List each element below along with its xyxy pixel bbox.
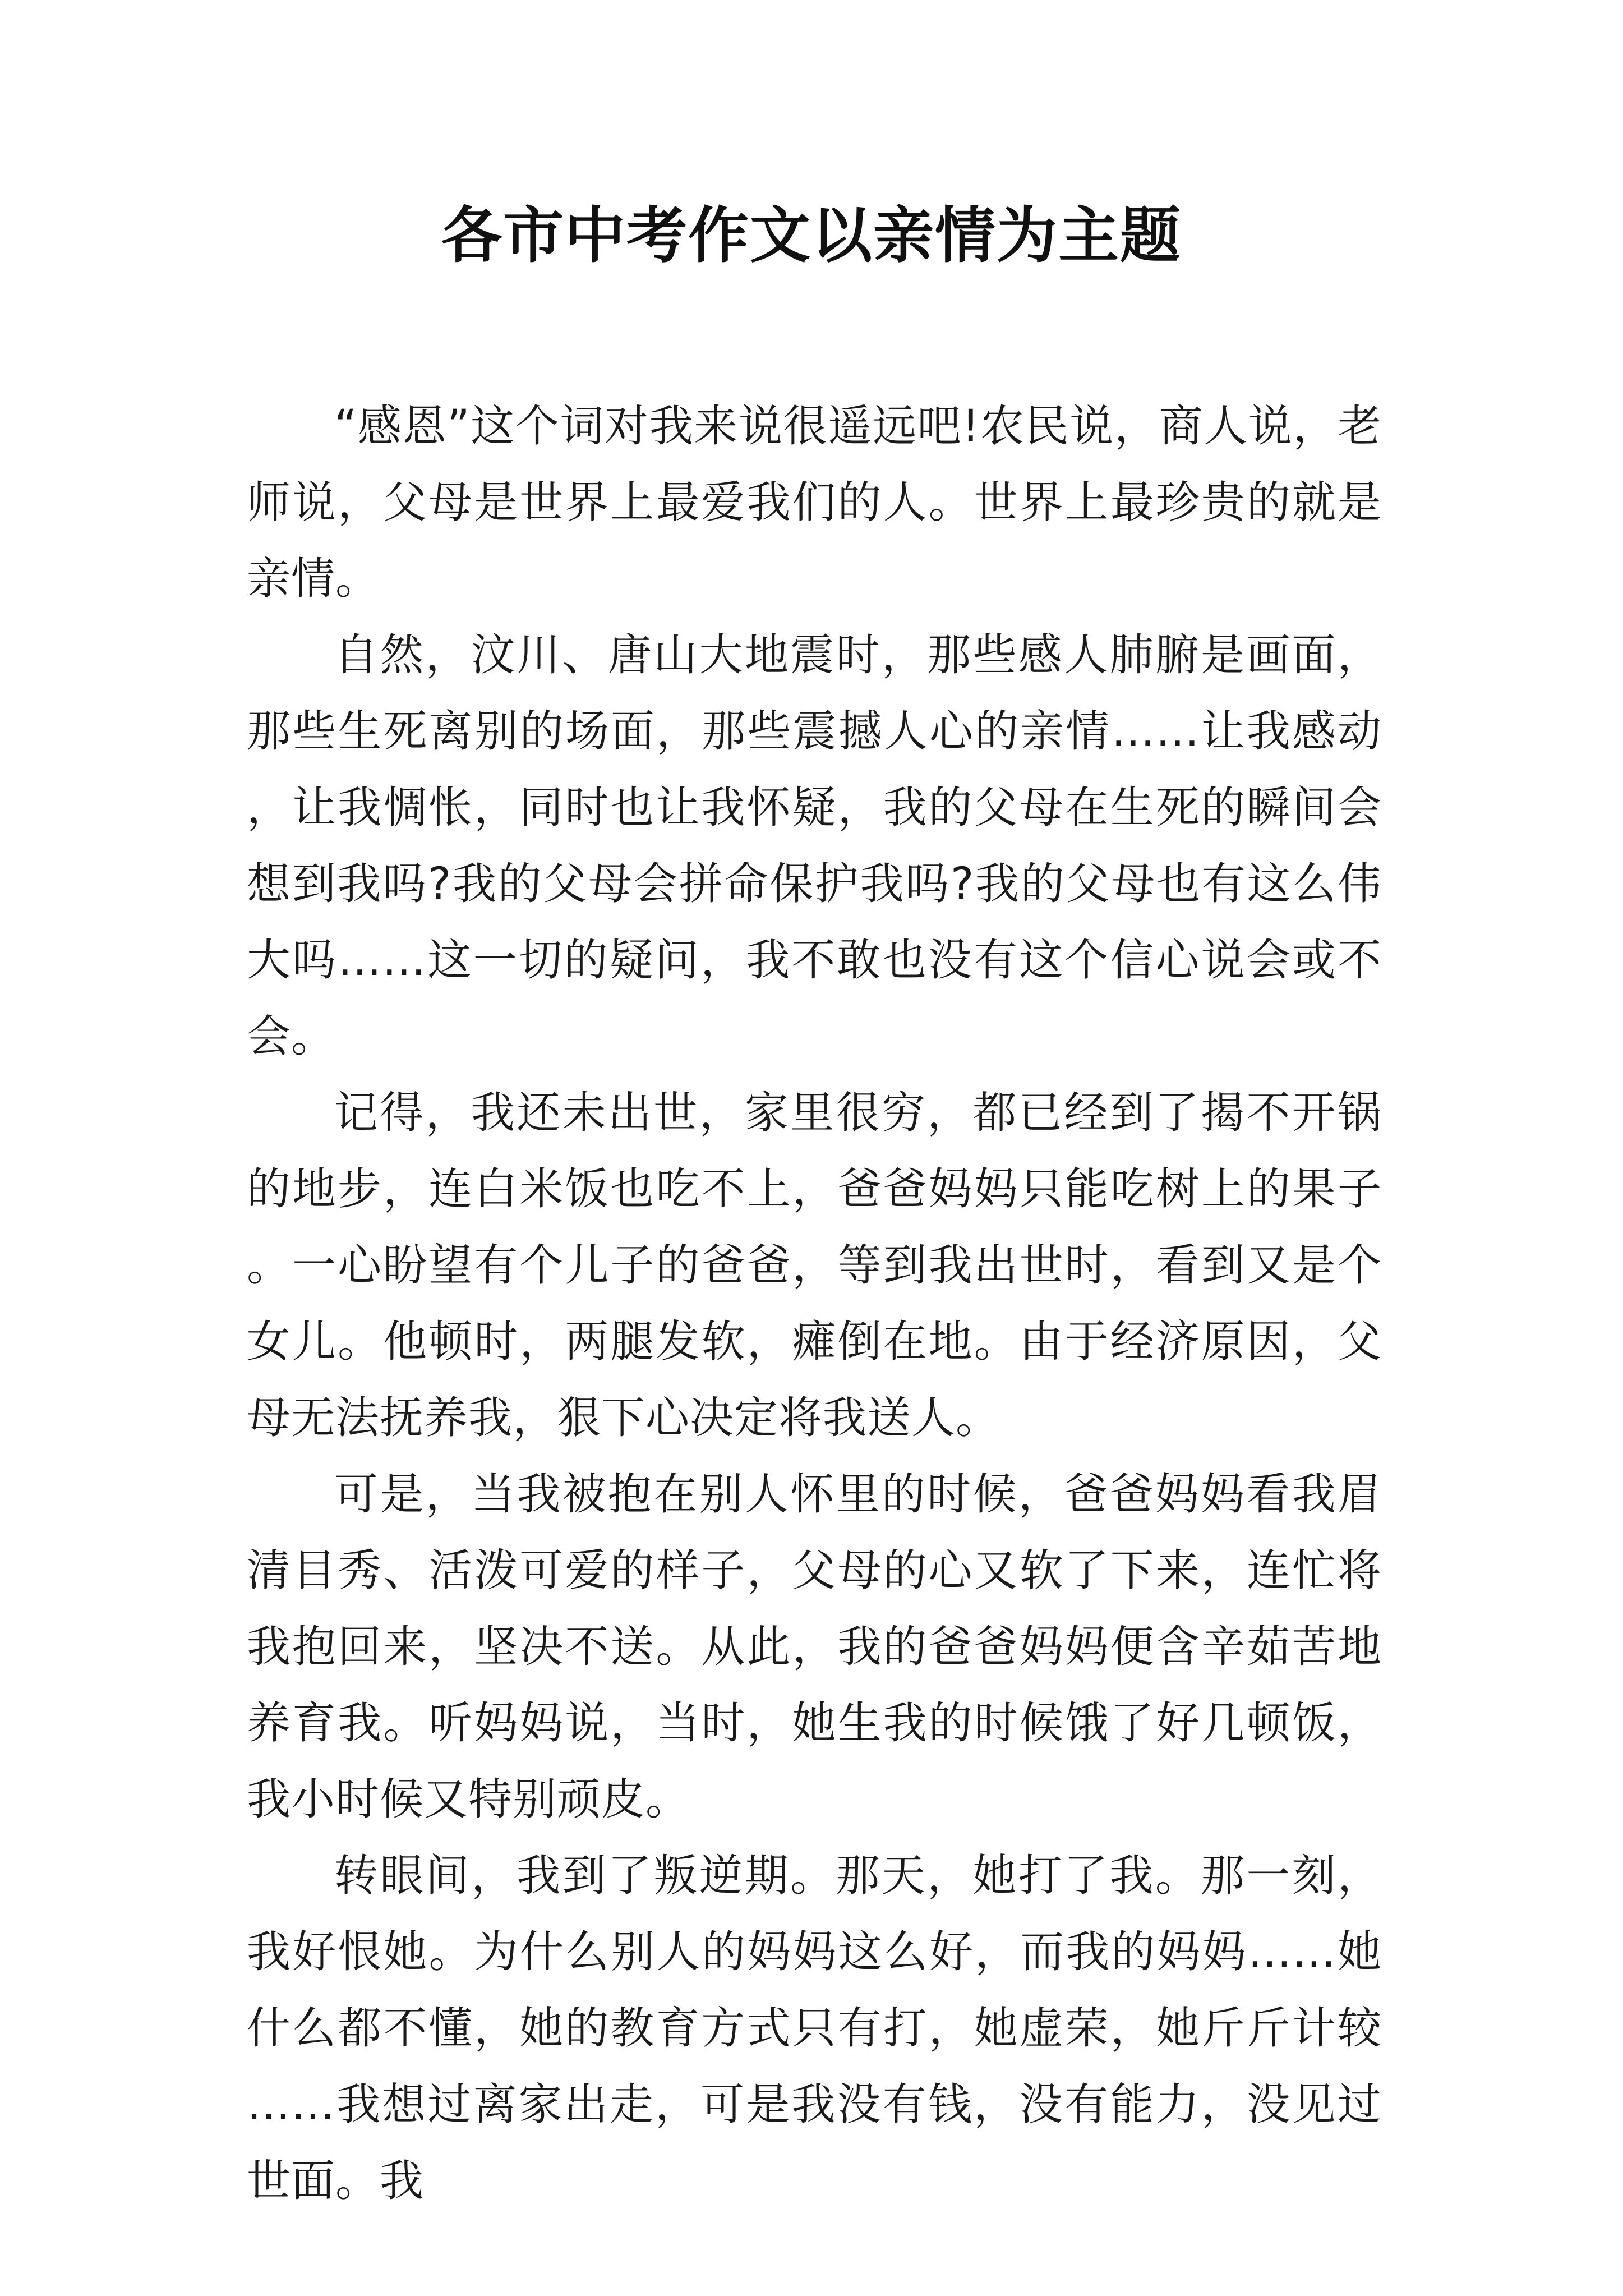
paragraph-4: 可是，当我被抱在别人怀里的时候，爸爸妈妈看我眉清目秀、活泼可爱的样子，父母的心又软了下来，连忙将我抱回来，坚决不送。从此，我的爸爸妈妈便含辛茹苦地养育我。听妈妈说，当时，她生我的时候饿了好几顿饭，我小时候又特别顽皮。 (247, 1469, 1382, 1825)
paragraph-5: 转眼间，我到了叛逆期。那天，她打了我。那一刻，我好恨她。为什么别人的妈妈这么好，而我的妈妈……她什么都不懂，她的教育方式只有打，她虚荣，她斤斤计较……我想过离家出走，可是我没有钱，没有能力，没见过世面。我 (247, 1851, 1382, 2206)
paragraph-1: “感恩”这个词对我来说很遥远吧!农民说，商人说，老师说，父母是世界上最爱我们的人。世界上最珍贵的就是亲情。 (247, 401, 1382, 604)
paragraph-2: 自然，汶川、唐山大地震时，那些感人肺腑是画面，那些生死离别的场面，那些震撼人心的亲情……让我感动，让我惆怅，同时也让我怀疑，我的父母在生死的瞬间会想到我吗?我的父母会拼命保护我吗?我的父母也有这么伟大吗……这一切的疑问，我不敢也没有这个信心说会或不会。 (247, 630, 1382, 1062)
paragraph-3: 记得，我还未出世，家里很穷，都已经到了揭不开锅的地步，连白米饭也吃不上，爸爸妈妈只能吃树上的果子。一心盼望有个儿子的爸爸，等到我出世时，看到又是个女儿。他顿时，两腿发软，瘫倒在地。由于经济原因，父母无法抚养我，狠下心决定将我送人。 (247, 1088, 1382, 1443)
document-title: 各市中考作文以亲情为主题 (441, 200, 1182, 271)
document-body (247, 388, 1382, 2219)
